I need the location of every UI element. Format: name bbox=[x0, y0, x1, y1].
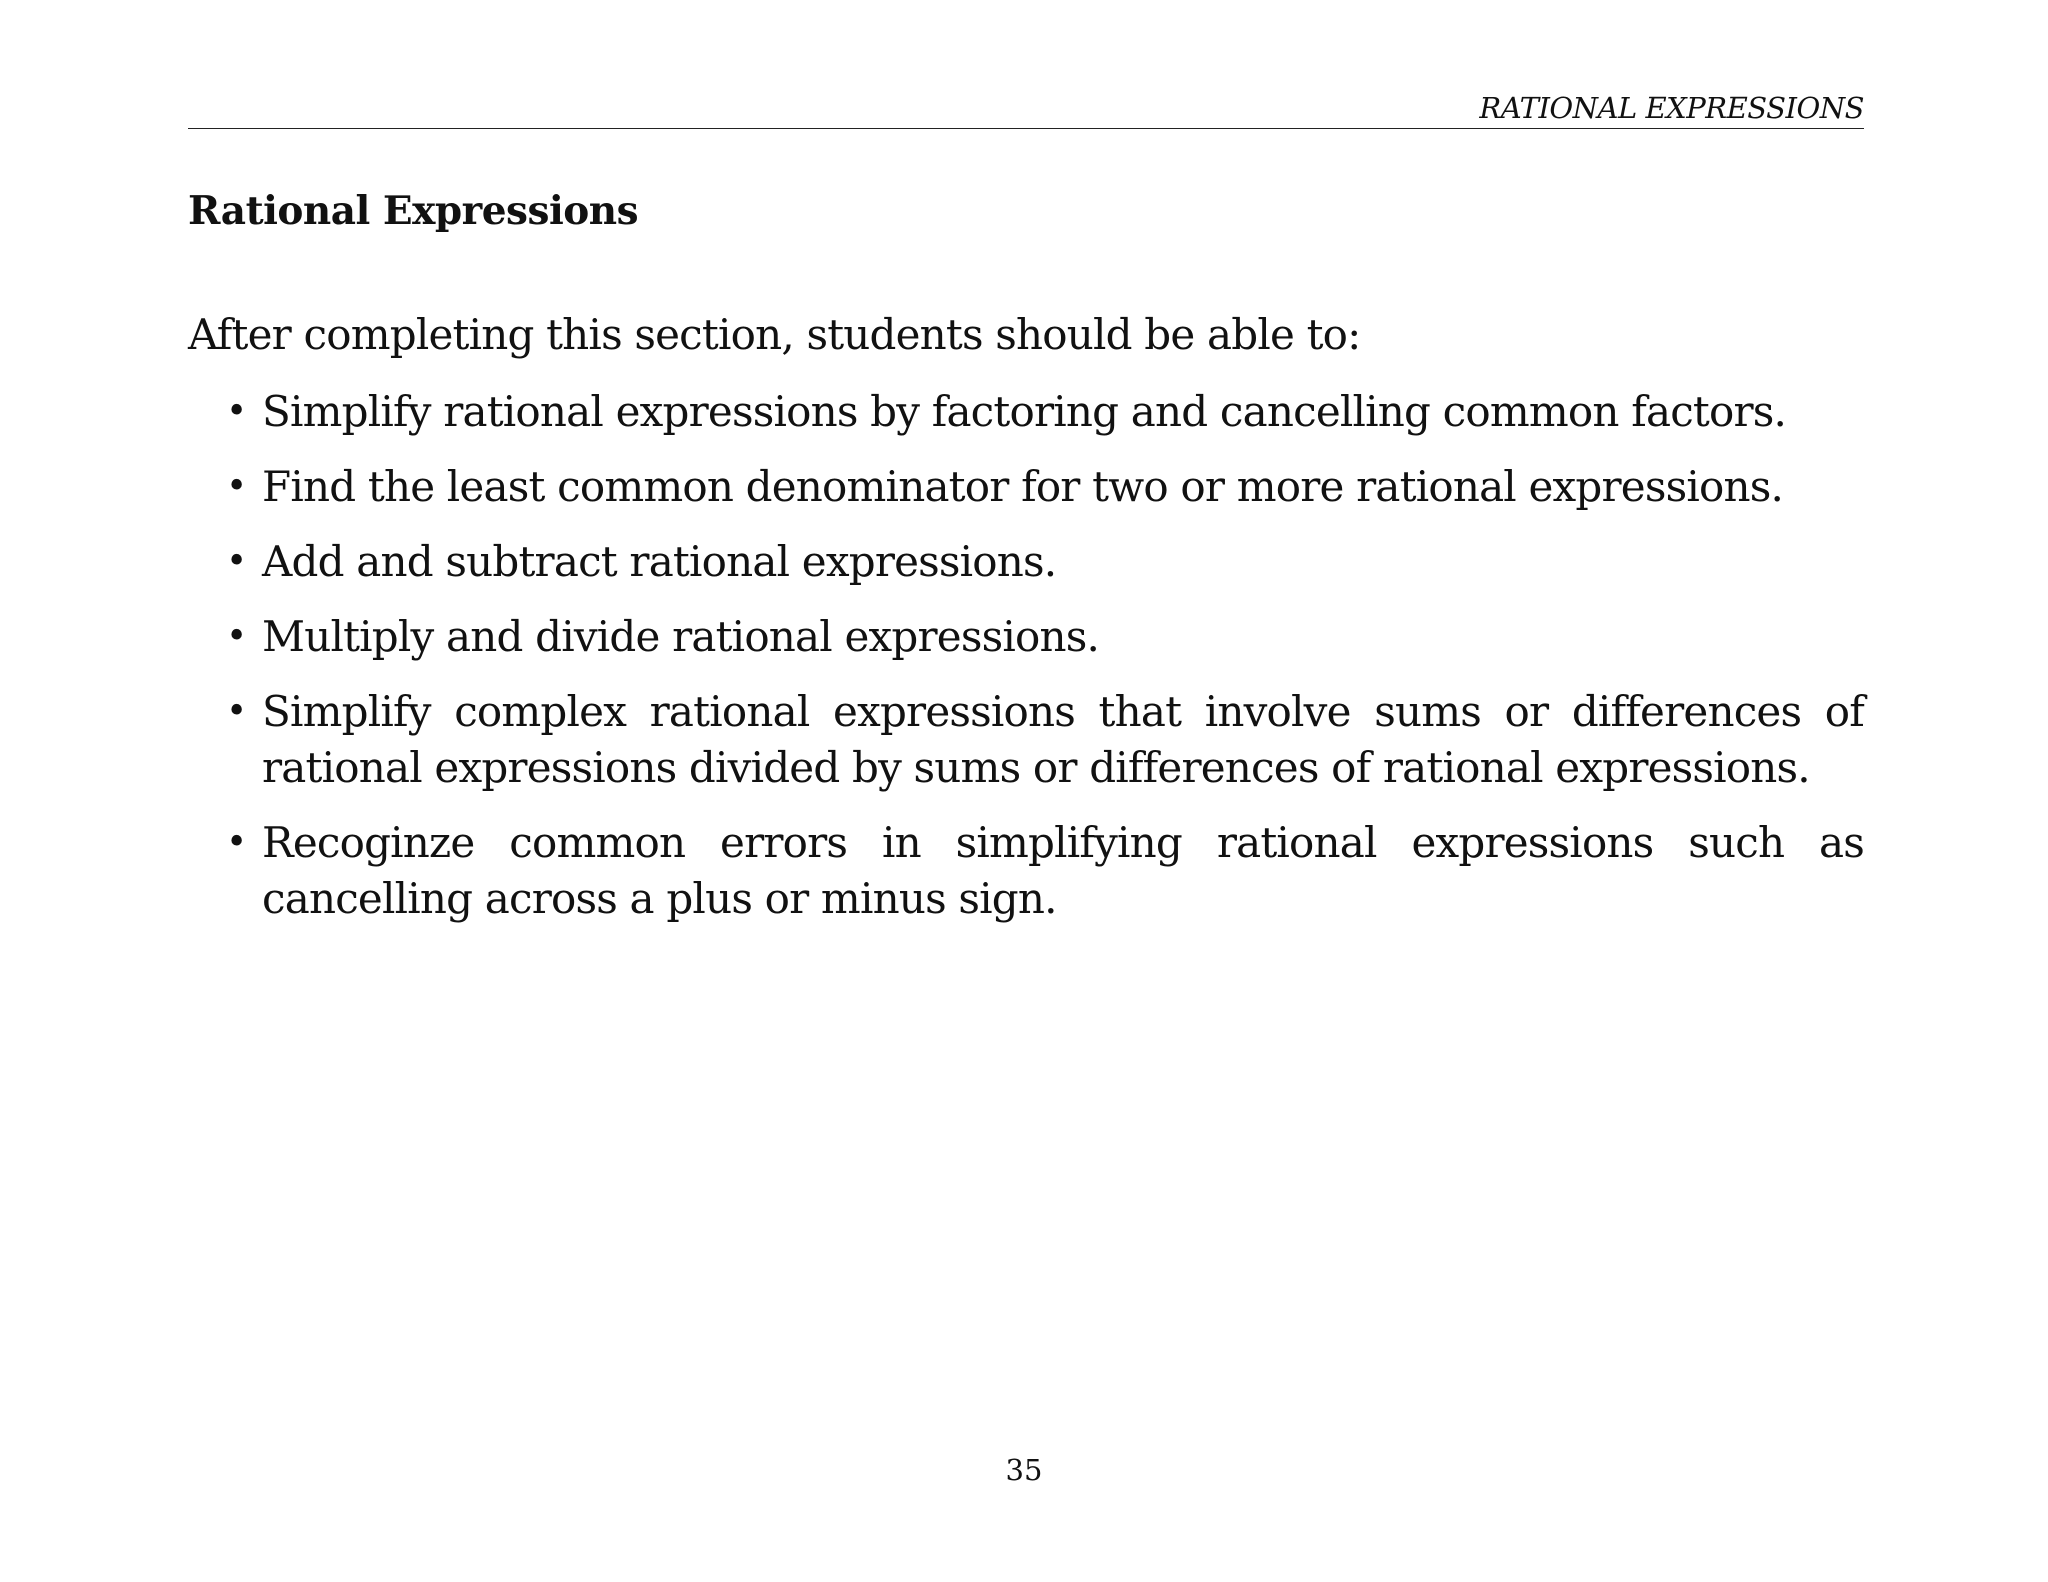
bullet-icon: • bbox=[226, 466, 247, 507]
objective-item bbox=[188, 459, 1864, 515]
bullet-icon: • bbox=[226, 822, 247, 863]
objective-text: Simplify rational expressions by factoring and cancelling common factors. bbox=[262, 387, 1787, 436]
objective-item bbox=[188, 815, 1864, 927]
objectives-list bbox=[188, 384, 1864, 946]
bullet-icon: • bbox=[226, 691, 247, 732]
objective-text: Recoginze common errors in simplifying rational expressions such as cancelling across a plus or minus sign. bbox=[262, 818, 1864, 923]
section-title: Rational Expressions bbox=[188, 188, 639, 234]
objective-text: Simplify complex rational expressions that involve sums or differences of rational expressions divided by sums or differences of rational expressions. bbox=[262, 687, 1864, 792]
page-number: 35 bbox=[1005, 1453, 1043, 1487]
objective-item bbox=[188, 384, 1864, 440]
objective-item bbox=[188, 609, 1864, 665]
bullet-icon: • bbox=[226, 391, 247, 432]
objective-text: Find the least common denominator for two or more rational expressions. bbox=[262, 462, 1784, 511]
section-intro: After completing this section, students should be able to: bbox=[188, 310, 1361, 359]
objective-text: Add and subtract rational expressions. bbox=[262, 537, 1057, 586]
running-header: RATIONAL EXPRESSIONS bbox=[1479, 91, 1864, 125]
header-rule bbox=[188, 128, 1864, 129]
objective-item bbox=[188, 684, 1864, 796]
objective-item bbox=[188, 534, 1864, 590]
objective-text: Multiply and divide rational expressions. bbox=[262, 612, 1100, 661]
bullet-icon: • bbox=[226, 541, 247, 582]
bullet-icon: • bbox=[226, 616, 247, 657]
